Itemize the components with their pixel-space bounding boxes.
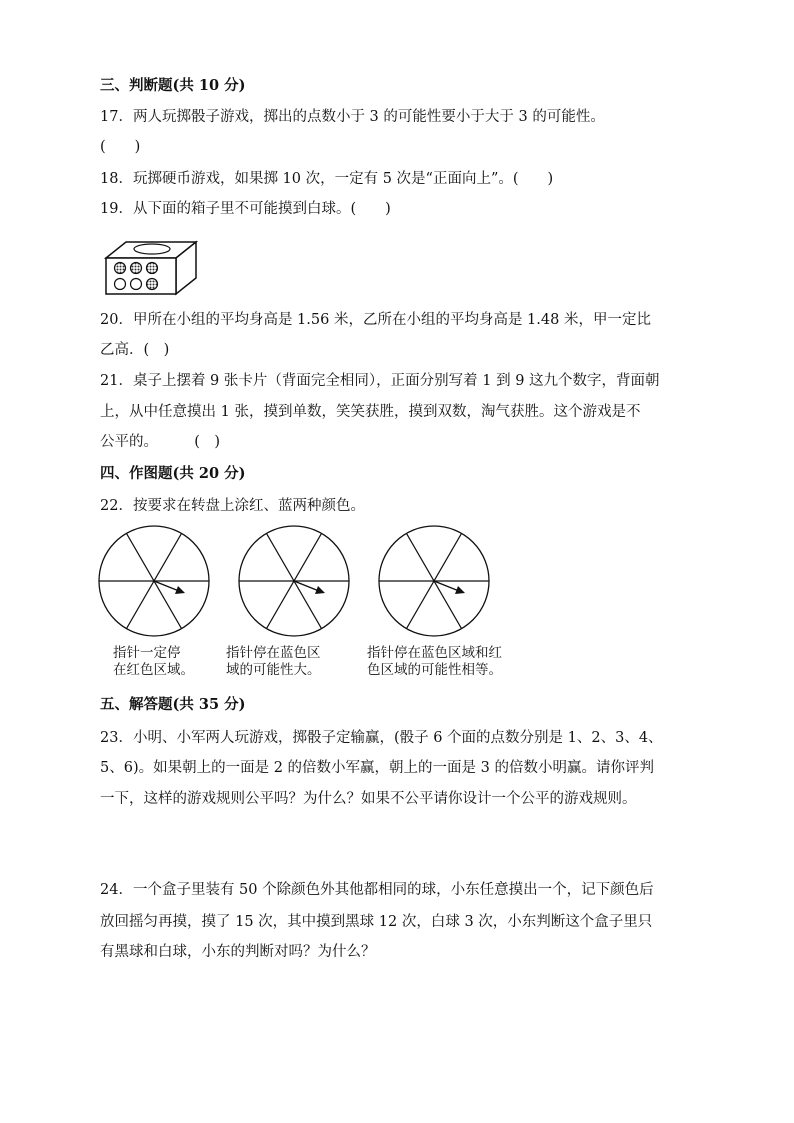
section-4-heading: 四、作图题(共 20 分) xyxy=(100,465,246,482)
question-23-line-2: 5、6)。如果朝上的一面是 2 的倍数小军赢，朝上的一面是 3 的倍数小明赢。请你评判 xyxy=(100,760,654,776)
ball-box-illustration xyxy=(104,238,200,296)
question-20-line-1: 20．甲所在小组的平均身高是 1.56 米，乙所在小组的平均身高是 1.48 米，甲一定比 xyxy=(100,312,651,328)
spinner-3-caption: 指针停在蓝色区域和红 色区域的可能性相等。 xyxy=(367,645,502,678)
question-20-line-2: 乙高．( ) xyxy=(100,342,170,358)
section-5-heading: 五、解答题(共 35 分) xyxy=(100,696,246,713)
question-23-line-3: 一下，这样的游戏规则公平吗？为什么？如果不公平请你设计一个公平的游戏规则。 xyxy=(100,791,637,807)
question-23-line-1: 23．小明、小军两人玩游戏，掷骰子定输赢，(骰子 6 个面的点数分别是 1、2、3、4、 xyxy=(100,730,663,746)
spinner-1[interactable] xyxy=(97,524,211,638)
black-ball-icon xyxy=(147,279,158,290)
spinner-3[interactable] xyxy=(377,524,491,638)
spinner-1-caption: 指针一定停 在红色区域。 xyxy=(113,645,194,678)
question-24-line-3: 有黑球和白球，小东的判断对吗？为什么？ xyxy=(100,944,376,960)
question-22: 22．按要求在转盘上涂红、蓝两种颜色。 xyxy=(100,498,365,514)
black-ball-icon xyxy=(115,263,126,274)
question-17-answer-blank: ( ) xyxy=(100,139,141,155)
question-21-line-1: 21．桌子上摆着 9 张卡片（背面完全相同），正面分别写着 1 到 9 这九个数字，背面朝 xyxy=(100,373,660,389)
black-ball-icon xyxy=(131,263,142,274)
spinner-2-caption: 指针停在蓝色区 域的可能性大。 xyxy=(226,645,321,678)
black-ball-icon xyxy=(147,263,158,274)
question-24-line-1: 24．一个盒子里装有 50 个除颜色外其他都相同的球，小东任意摸出一个，记下颜色后 xyxy=(100,882,654,898)
question-19: 19．从下面的箱子里不可能摸到白球。( ) xyxy=(100,201,391,217)
white-ball-icon xyxy=(115,279,126,290)
question-21-line-2: 上，从中任意摸出 1 张，摸到单数，笑笑获胜，摸到双数，淘气获胜。这个游戏是不 xyxy=(100,404,641,420)
white-ball-icon xyxy=(131,279,142,290)
question-21-line-3: 公平的。 ( ) xyxy=(100,434,221,450)
question-24-line-2: 放回摇匀再摸，摸了 15 次，其中摸到黑球 12 次，白球 3 次，小东判断这个盒子里只 xyxy=(100,914,653,930)
question-17-line-1: 17．两人玩掷骰子游戏，掷出的点数小于 3 的可能性要小于大于 3 的可能性。 xyxy=(100,109,605,125)
spinner-2[interactable] xyxy=(237,524,351,638)
question-18: 18．玩掷硬币游戏，如果掷 10 次，一定有 5 次是“正面向上”。( ) xyxy=(100,171,554,187)
section-3-heading: 三、判断题(共 10 分) xyxy=(100,77,246,94)
